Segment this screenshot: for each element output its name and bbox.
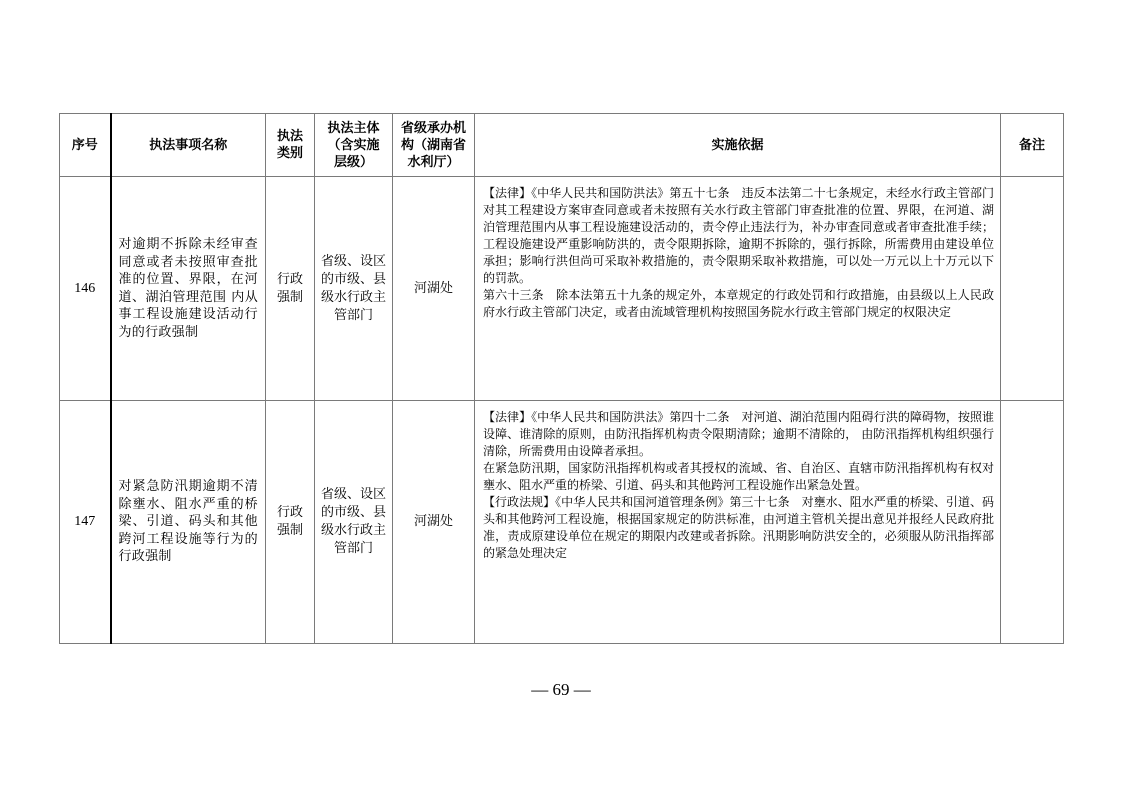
header-subject: [315, 114, 393, 177]
row-item-name: 对紧急防汛期逾期不清除壅水、阻水严重的桥梁、引道、码头和其他跨河工程设施等行为的行政强制: [111, 401, 266, 644]
header-org-label: 省级承办机构（湖南省水利厅）: [400, 120, 466, 170]
row-subject: 省级、设区的市级、县级水行政主管部门: [315, 401, 393, 644]
row-category: [266, 401, 315, 644]
basis-paragraph: 第六十三条 除本法第五十九条的规定外，本章规定的行政处罚和行政措施，由县级以上人民政府水行政主管部门决定，或者由流域管理机构按照国务院水行政主管部门规定的权限决定: [483, 288, 994, 319]
basis-paragraph: 【法律】《中华人民共和国防洪法》第五十七条 违反本法第二十七条规定，未经水行政主管部门对其工程建设方案审查同意或者未按照有关水行政主管部门审查批准的位置、界限，在河道、湖泊管理范围内从事工程设施建设活动的，责令停止违法行为，补办审查同意或者审查批准手续；工程设施建设严重影响防洪的，责令限期拆除，逾期不拆除的，强行拆除，所需费用由建设单位承担；影响行洪但尚可采取补救措施的，责令限期采取补救措施，可以处一万元以上十万元以下的罚款。: [483, 186, 994, 285]
row-basis: [475, 401, 1001, 644]
basis-paragraph: 【法律】《中华人民共和国防洪法》第四十二条 对河道、湖泊范围内阻碍行洪的障碍物，按照谁设障、谁清除的原则，由防汛指挥机构责令限期清除；逾期不清除的， 由防汛指挥机构组织强行清除，所需费用由设障者承担。: [483, 410, 994, 458]
table-row: [60, 401, 1064, 644]
header-item-label: 执法事项名称: [149, 137, 228, 153]
row-category-label: 行政强制: [276, 271, 303, 305]
header-category-label: 执法类别: [276, 129, 303, 161]
header-item: [111, 114, 266, 177]
header-remark: 备注: [1001, 114, 1064, 177]
page-number: — 69 —: [531, 680, 591, 699]
table-header-row: [60, 114, 1064, 177]
row-basis: [475, 177, 1001, 401]
header-subject-label: 执法主体（含实施层级）: [327, 120, 380, 170]
row-seq: 147: [60, 401, 111, 644]
row-subject: 省级、设区的市级、县级水行政主管部门: [315, 177, 393, 401]
row-remark: [1001, 401, 1064, 644]
row-category-label: 行政强制: [276, 505, 303, 538]
header-basis: 实施依据: [475, 114, 1001, 177]
header-category: [266, 114, 315, 177]
row-item-name: 对逾期不拆除未经审查同意或者未按照审查批准的位置、界限，在河道、湖泊管理范围 内从事工程设施建设活动行为的行政强制: [111, 177, 266, 401]
row-org: 河湖处: [393, 401, 475, 644]
table-row: [60, 177, 1064, 401]
row-remark: [1001, 177, 1064, 401]
enforcement-items-table: [59, 113, 1064, 644]
basis-paragraph: 在紧急防汛期，国家防汛指挥机构或者其授权的流域、省、自治区、直辖市防汛指挥机构有权对壅水、阻水严重的桥梁、引道、码头和其他跨河工程设施作出紧急处置。: [483, 461, 994, 492]
row-org: 河湖处: [393, 177, 475, 401]
basis-paragraph: 【行政法规】《中华人民共和国河道管理条例》第三十七条 对壅水、阻水严重的桥梁、引道、码头和其他跨河工程设施，根据国家规定的防洪标准，由河道主管机关提出意见并报经人民政府批准，责成原建设单位在规定的期限内改建或者拆除。汛期影响防洪安全的，必须服从防汛指挥部的紧急处理决定: [483, 495, 994, 560]
row-seq: 146: [60, 177, 111, 401]
row-category: [266, 177, 315, 401]
header-seq: 序号: [60, 114, 111, 177]
header-org: [393, 114, 475, 177]
